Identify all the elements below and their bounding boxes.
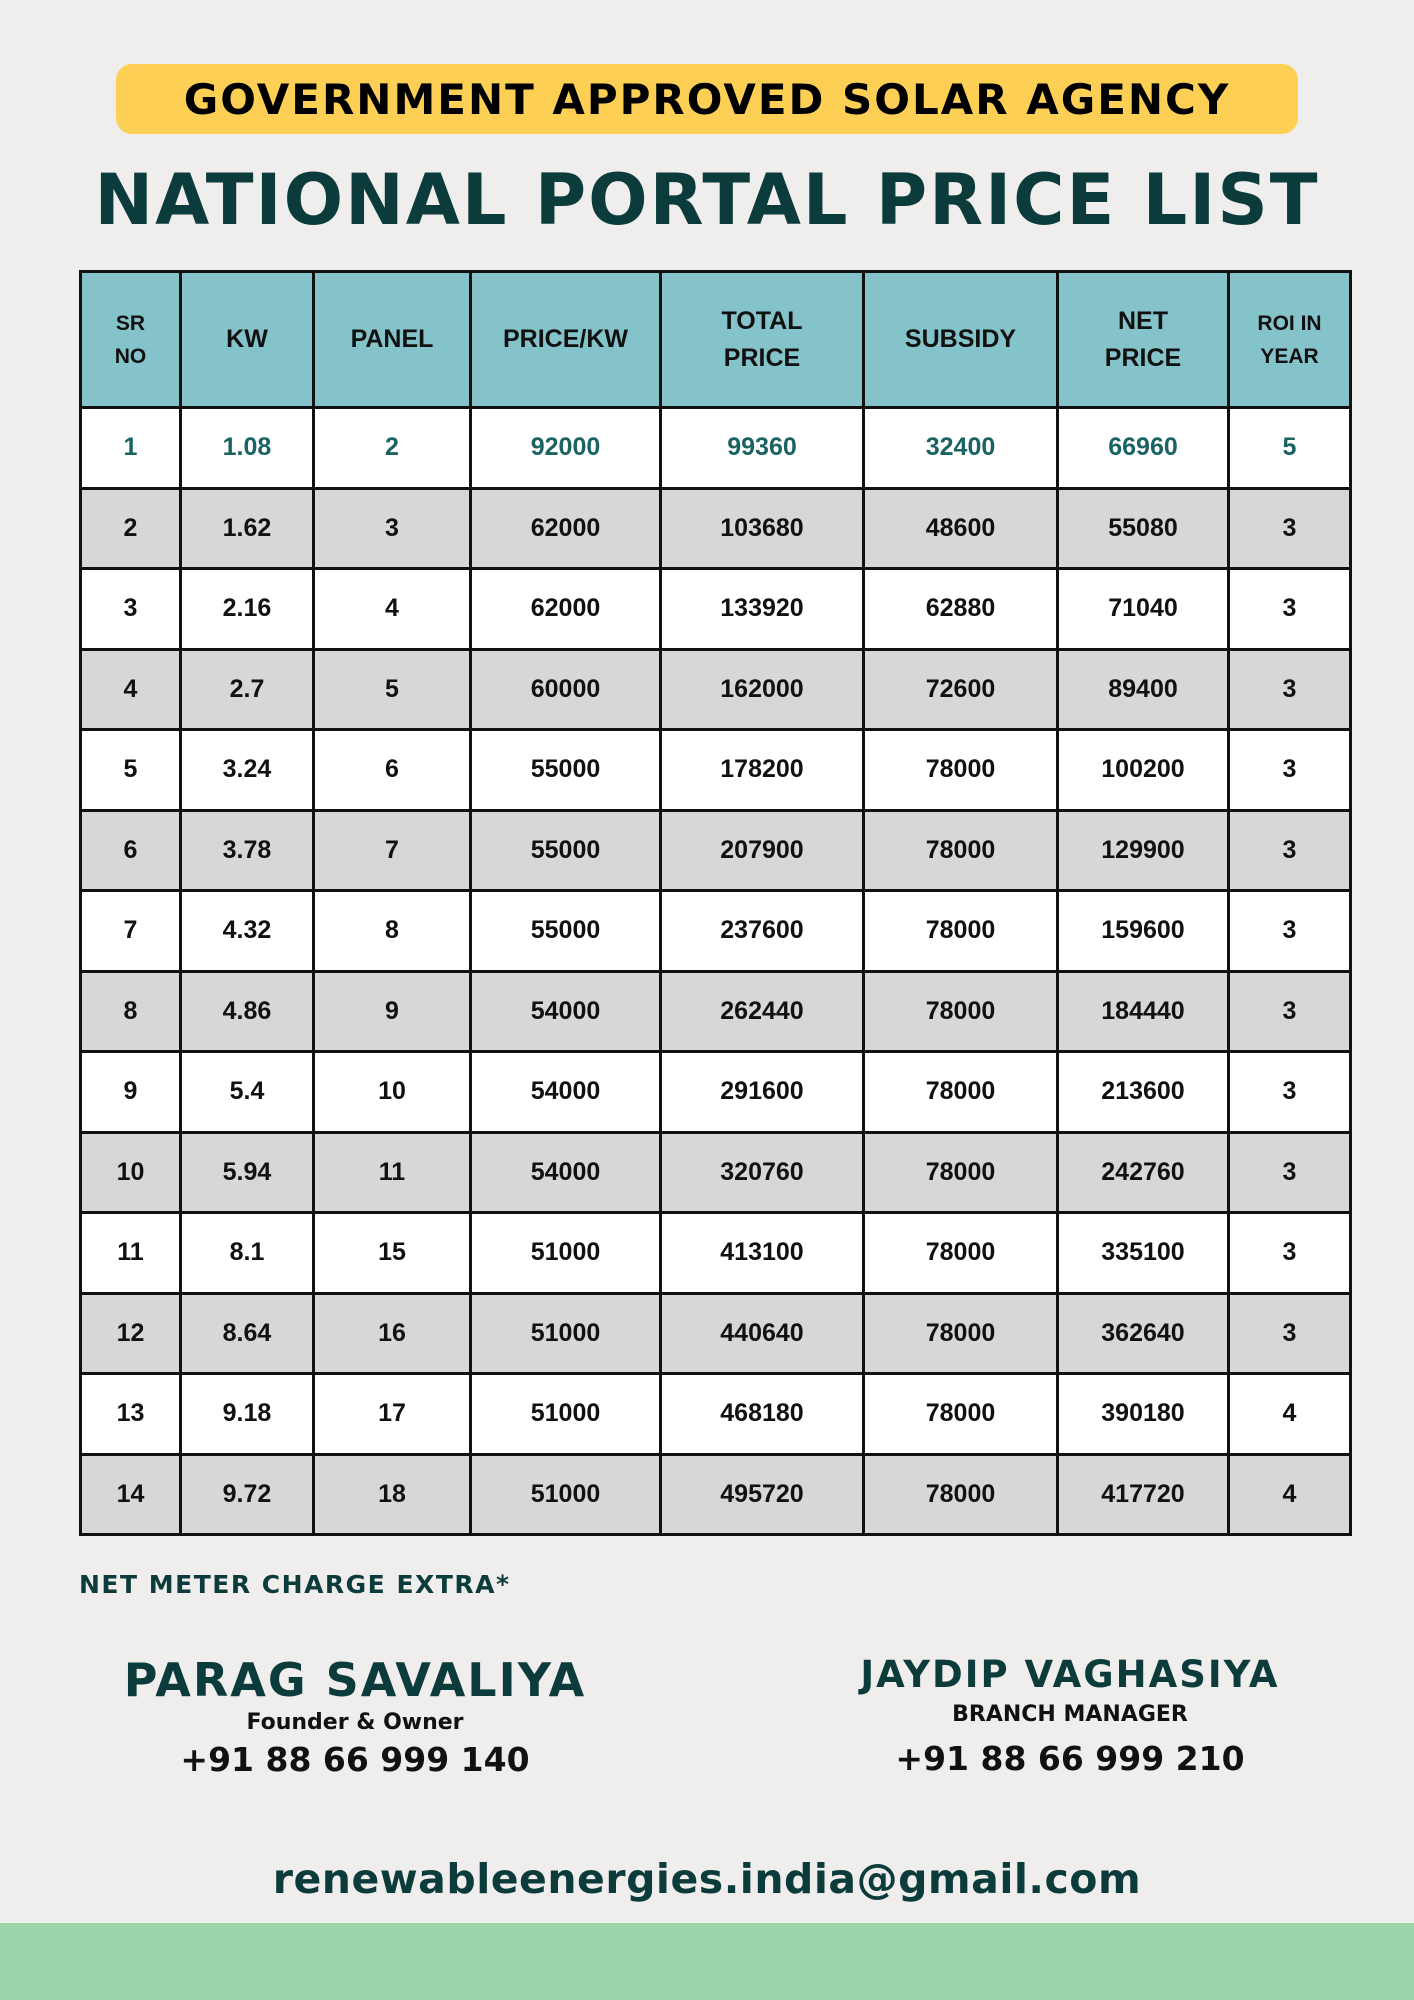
- table-cell: 178200: [661, 730, 864, 811]
- column-header-label: NO: [114, 344, 147, 368]
- table-cell: 17: [314, 1374, 471, 1455]
- column-header: [471, 272, 661, 408]
- table-row: [81, 1132, 1351, 1213]
- table-cell: 213600: [1058, 1052, 1229, 1133]
- table-row: [81, 649, 1351, 730]
- table-cell: 5: [314, 649, 471, 730]
- table-cell: 7: [81, 891, 181, 972]
- table-cell: 4: [1229, 1454, 1351, 1535]
- table-cell: 103680: [661, 488, 864, 569]
- table-row: [81, 408, 1351, 489]
- column-header-label: PRICE: [1104, 343, 1182, 372]
- table-cell: 2.7: [181, 649, 314, 730]
- contact-name: JAYDIP VAGHASIYA: [860, 1653, 1280, 1696]
- column-header: [81, 272, 181, 408]
- table-row: [81, 891, 1351, 972]
- table-cell: 4.86: [181, 971, 314, 1052]
- table-cell: 3.24: [181, 730, 314, 811]
- table-cell: 54000: [471, 971, 661, 1052]
- table-cell: 78000: [864, 1132, 1058, 1213]
- column-header-label: NET: [1118, 306, 1168, 335]
- table-cell: 3: [1229, 810, 1351, 891]
- column-header-label: SUBSIDY: [904, 325, 1017, 353]
- table-row: [81, 971, 1351, 1052]
- table-cell: 3: [1229, 971, 1351, 1052]
- contact-role: BRANCH MANAGER: [952, 1702, 1188, 1727]
- table-cell: 5.4: [181, 1052, 314, 1133]
- table-cell: 14: [81, 1454, 181, 1535]
- table-cell: 71040: [1058, 569, 1229, 650]
- table-cell: 162000: [661, 649, 864, 730]
- table-cell: 129900: [1058, 810, 1229, 891]
- table-row: [81, 1052, 1351, 1133]
- table-body: [81, 408, 1351, 1535]
- table-cell: 10: [314, 1052, 471, 1133]
- table-cell: 9.72: [181, 1454, 314, 1535]
- table-cell: 3: [1229, 649, 1351, 730]
- table-cell: 5: [81, 730, 181, 811]
- price-table: [79, 270, 1352, 1536]
- table-row: [81, 1293, 1351, 1374]
- table-row: [81, 1374, 1351, 1455]
- table-cell: 133920: [661, 569, 864, 650]
- table-cell: 2: [314, 408, 471, 489]
- table-cell: 62880: [864, 569, 1058, 650]
- table-cell: 3: [1229, 730, 1351, 811]
- table-cell: 8: [81, 971, 181, 1052]
- table-cell: 48600: [864, 488, 1058, 569]
- table-cell: 262440: [661, 971, 864, 1052]
- table-row: [81, 1454, 1351, 1535]
- table-cell: 55000: [471, 891, 661, 972]
- column-header-label: TOTAL: [721, 306, 803, 335]
- table-cell: 62000: [471, 488, 661, 569]
- table-cell: 390180: [1058, 1374, 1229, 1455]
- table-cell: 1.08: [181, 408, 314, 489]
- table-cell: 3: [1229, 1213, 1351, 1294]
- table-cell: 55000: [471, 730, 661, 811]
- table-cell: 62000: [471, 569, 661, 650]
- table-cell: 237600: [661, 891, 864, 972]
- net-meter-note: NET METER CHARGE EXTRA*: [79, 1570, 511, 1599]
- contact-phone[interactable]: +91 88 66 999 140: [180, 1740, 530, 1779]
- table-cell: 413100: [661, 1213, 864, 1294]
- table-cell: 495720: [661, 1454, 864, 1535]
- table-cell: 78000: [864, 730, 1058, 811]
- table-cell: 5.94: [181, 1132, 314, 1213]
- column-header-label: SR: [115, 311, 146, 335]
- table-cell: 207900: [661, 810, 864, 891]
- table-cell: 51000: [471, 1374, 661, 1455]
- table-row: [81, 1213, 1351, 1294]
- table-row: [81, 810, 1351, 891]
- table-cell: 1: [81, 408, 181, 489]
- table-cell: 7: [314, 810, 471, 891]
- table-cell: 18: [314, 1454, 471, 1535]
- column-header-label: PANEL: [350, 325, 434, 353]
- table-cell: 13: [81, 1374, 181, 1455]
- table-cell: 4.32: [181, 891, 314, 972]
- column-header: [1058, 272, 1229, 408]
- agency-badge: [116, 64, 1298, 134]
- column-header-label: KW: [226, 325, 268, 353]
- table-cell: 3: [1229, 1052, 1351, 1133]
- email-link[interactable]: renewableenergies.india@gmail.com: [272, 1855, 1142, 1903]
- column-header-label: YEAR: [1260, 344, 1319, 368]
- table-cell: 78000: [864, 810, 1058, 891]
- contact-branch-manager: [820, 1652, 1320, 1786]
- table-cell: 78000: [864, 1213, 1058, 1294]
- table-cell: 55000: [471, 810, 661, 891]
- table-cell: 3: [1229, 1132, 1351, 1213]
- column-header: [314, 272, 471, 408]
- table-cell: 55080: [1058, 488, 1229, 569]
- table-cell: 3: [81, 569, 181, 650]
- column-header: [661, 272, 864, 408]
- table-cell: 9.18: [181, 1374, 314, 1455]
- table-cell: 54000: [471, 1132, 661, 1213]
- table-cell: 440640: [661, 1293, 864, 1374]
- table-cell: 242760: [1058, 1132, 1229, 1213]
- table-cell: 78000: [864, 1293, 1058, 1374]
- table-cell: 78000: [864, 1374, 1058, 1455]
- agency-badge-text: GOVERNMENT APPROVED SOLAR AGENCY: [183, 74, 1231, 124]
- table-cell: 92000: [471, 408, 661, 489]
- contact-phone[interactable]: +91 88 66 999 210: [895, 1739, 1245, 1778]
- column-header: [864, 272, 1058, 408]
- table-cell: 89400: [1058, 649, 1229, 730]
- table-cell: 291600: [661, 1052, 864, 1133]
- contact-name: PARAG SAVALIYA: [123, 1653, 587, 1707]
- column-header-label: ROI IN: [1257, 311, 1322, 335]
- table-cell: 335100: [1058, 1213, 1229, 1294]
- table-cell: 51000: [471, 1454, 661, 1535]
- table-cell: 4: [1229, 1374, 1351, 1455]
- table-cell: 4: [314, 569, 471, 650]
- table-cell: 72600: [864, 649, 1058, 730]
- column-header-label: PRICE: [723, 343, 801, 372]
- table-cell: 100200: [1058, 730, 1229, 811]
- column-header-label: PRICE/KW: [503, 325, 628, 353]
- table-row: [81, 569, 1351, 650]
- column-header: [1229, 272, 1351, 408]
- table-cell: 32400: [864, 408, 1058, 489]
- table-cell: 320760: [661, 1132, 864, 1213]
- table-cell: 3: [314, 488, 471, 569]
- table-cell: 54000: [471, 1052, 661, 1133]
- contact-role: Founder & Owner: [246, 1710, 464, 1735]
- table-row: [81, 488, 1351, 569]
- table-cell: 1.62: [181, 488, 314, 569]
- table-row: [81, 730, 1351, 811]
- table-cell: 10: [81, 1132, 181, 1213]
- table-cell: 362640: [1058, 1293, 1229, 1374]
- table-cell: 12: [81, 1293, 181, 1374]
- table-cell: 5: [1229, 408, 1351, 489]
- table-cell: 11: [81, 1213, 181, 1294]
- table-cell: 51000: [471, 1293, 661, 1374]
- table-cell: 159600: [1058, 891, 1229, 972]
- table-cell: 184440: [1058, 971, 1229, 1052]
- table-cell: 8.64: [181, 1293, 314, 1374]
- table-cell: 2: [81, 488, 181, 569]
- table-cell: 3: [1229, 569, 1351, 650]
- table-cell: 2.16: [181, 569, 314, 650]
- table-cell: 6: [314, 730, 471, 811]
- table-cell: 3: [1229, 1293, 1351, 1374]
- table-cell: 417720: [1058, 1454, 1229, 1535]
- table-cell: 3: [1229, 891, 1351, 972]
- page-title: NATIONAL PORTAL PRICE LIST: [94, 159, 1320, 241]
- table-cell: 6: [81, 810, 181, 891]
- table-cell: 16: [314, 1293, 471, 1374]
- table-cell: 8: [314, 891, 471, 972]
- table-cell: 15: [314, 1213, 471, 1294]
- footer-band: [0, 1923, 1414, 2000]
- table-cell: 3.78: [181, 810, 314, 891]
- table-cell: 11: [314, 1132, 471, 1213]
- table-cell: 78000: [864, 1052, 1058, 1133]
- table-cell: 9: [314, 971, 471, 1052]
- table-header-row: [81, 272, 1351, 408]
- table-cell: 78000: [864, 1454, 1058, 1535]
- table-cell: 99360: [661, 408, 864, 489]
- contact-founder: [80, 1652, 630, 1782]
- table-cell: 3: [1229, 488, 1351, 569]
- table-cell: 51000: [471, 1213, 661, 1294]
- table-cell: 60000: [471, 649, 661, 730]
- table-cell: 78000: [864, 891, 1058, 972]
- table-cell: 4: [81, 649, 181, 730]
- table-cell: 8.1: [181, 1213, 314, 1294]
- table-cell: 468180: [661, 1374, 864, 1455]
- table-cell: 9: [81, 1052, 181, 1133]
- column-header: [181, 272, 314, 408]
- table-cell: 66960: [1058, 408, 1229, 489]
- table-cell: 78000: [864, 971, 1058, 1052]
